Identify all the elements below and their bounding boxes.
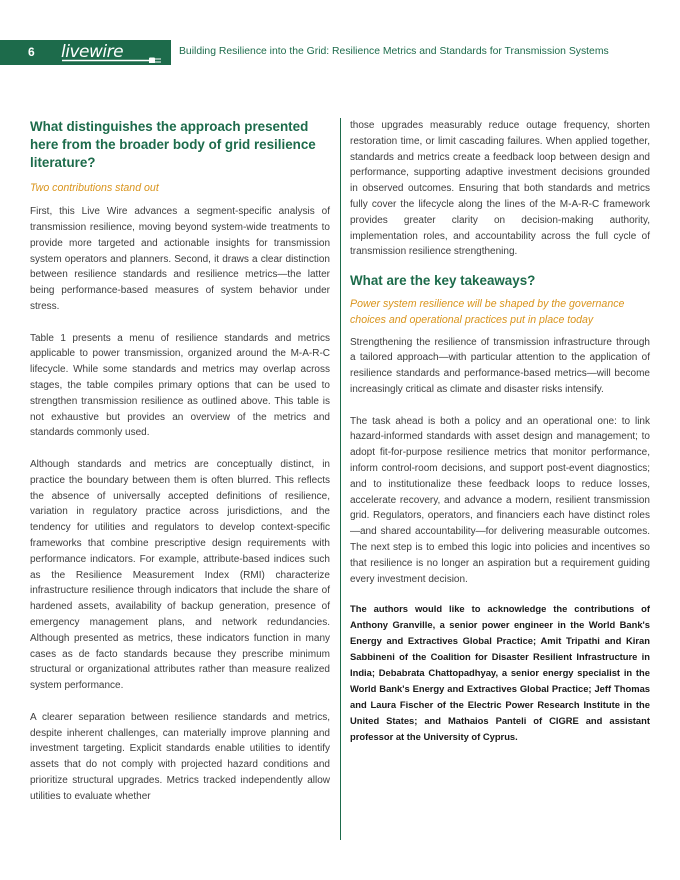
right-column [350, 118, 650, 744]
paragraph-continuation: those upgrades measurably reduce outage frequency, shorten restoration time, or limit cascading failures. When applied together, standards and metrics create a feedback loop between design and performance, supporting adaptive investment decisions grounded in observed outcomes. Ensuring that both standards and metrics fully cover the lifecycle along the lines of the M-A-R-C framework provides greater clarity on decision-making authority, implementation roles, and accountability across the full cycle of transmission resilience strengthening. [350, 120, 650, 258]
livewire-logo [60, 41, 164, 63]
subheading-contributions: Two contributions stand out [30, 182, 159, 194]
paragraph: Table 1 presents a menu of resilience standards and metrics applicable to power transmission, organized around the M-A-R-C lifecycle. While some standards and metrics may overlap across stages, the table compiles primary options that can be used to strengthen transmission resilience as outlined above. This table is not exhaustive but provides an overview of the metrics and standards commonly used. [30, 332, 330, 439]
header-title: Building Resilience into the Grid: Resilience Metrics and Standards for Transmission Systems [179, 46, 609, 57]
subheading-governance: Power system resilience will be shaped by the governance choices and operational practices put in place today [350, 298, 625, 327]
page-number: 6 [28, 45, 35, 59]
paragraph: First, this Live Wire advances a segment-specific analysis of transmission resilience, moving beyond system-wide treatments to provide more targeted and actionable insights for transmission system operators and planners. Second, it draws a clear distinction between resilience standards and resilience metrics—the latter being performance-based measures of system behavior under stress. [30, 206, 330, 312]
paragraph: Strengthening the resilience of transmission infrastructure through a tailored approach—with particular attention to the application of resilience standards and performance-based metrics—will become increasingly critical as climate and disaster risks intensify. [350, 336, 650, 395]
paragraph: Although standards and metrics are conceptually distinct, in practice the boundary between them is often blurred. This reflects the absence of universally accepted definitions of resilience, variation in regulatory practice across jurisdictions, and the tendency for utilities and regulators to develop context-specific frameworks that combine prescriptive design requirements with performance indicators. For example, attribute-based indices such as the Resilience Measurement Index (RMI) characterize infrastructure resilience through indicators that include the share of hardened assets, availability of backup generation, presence of emergency management plans, and network redundancies. Although presented as metrics, these indicators function in many cases as de facto standards because they prescribe minimum structural or organizational attributes rather than measure realized system performance. [30, 458, 330, 692]
acknowledgment: The authors would like to acknowledge the contributions of Anthony Granville, a senior power engineer in the World Bank's Energy and Extractives Global Practice; Amit Tripathi and Kiran Sabbineni of the Coalition for Disaster Resilient Infrastructure in India; Debabrata Chattopadhyay, a senior energy specialist in the World Bank's Energy and Extractives Global Practice; Jeff Thomas and Laura Fischer of the Electric Power Research Institute in the United States; and Mathaios Panteli of CIGRE and assistant professor at the University of Cyprus. [350, 603, 650, 742]
left-column [30, 118, 330, 804]
section-heading-approach: What distinguishes the approach presented here from the broader body of grid resilience literature? [30, 119, 316, 170]
paragraph: The task ahead is both a policy and an operational one: to link hazard-informed standards with asset design and management; to adopt fit-for-purpose resilience metrics that monitor performance, inform control-room decisions, and support post-event diagnostics; and to institutionalize these feedback loops to reduce losses, accelerate recovery, and advance a modern, resilient transmission grid. Regulators, operators, and financiers each have distinct roles—and shared accountability—for delivering measurable outcomes. The next step is to embed this logic into policies and incentives so that resilience is no longer an aspiration but a requirement guiding every investment decision. [350, 415, 650, 585]
svg-text:livewire: livewire [61, 42, 124, 62]
paragraph: A clearer separation between resilience standards and metrics, despite inherent challenges, can materially improve planning and investment targeting. Explicit standards enable utilities to identify assets that do not comply with projected hazard conditions and prioritize structural upgrades. Metrics tracked independently allow utilities to evaluate whether [30, 711, 330, 802]
section-heading-takeaways: What are the key takeaways? [350, 273, 536, 289]
column-divider [340, 118, 341, 840]
